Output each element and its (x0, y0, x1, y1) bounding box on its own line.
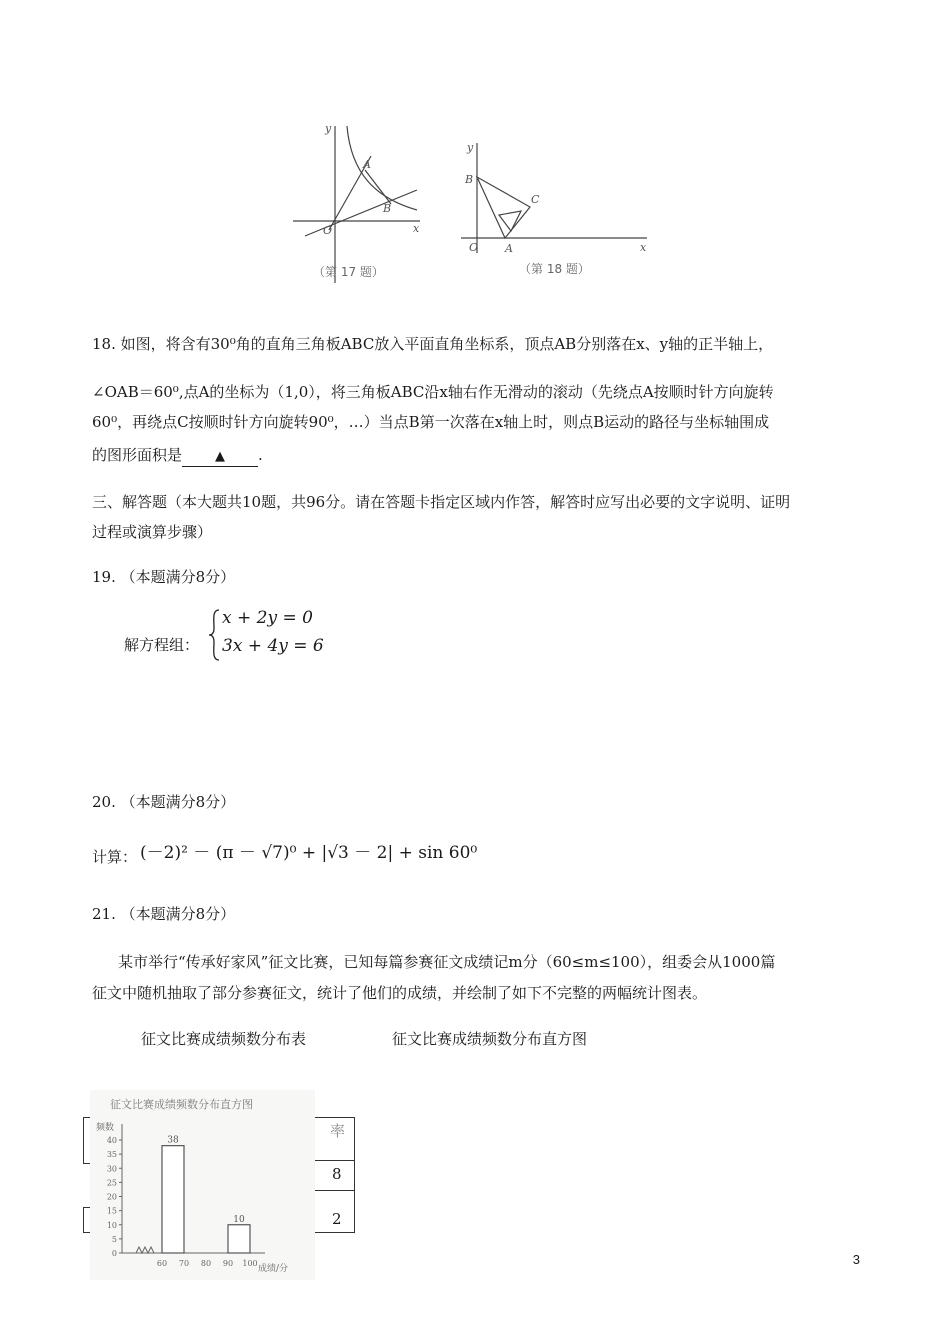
q19-header: 19. （本题满分8分） (92, 568, 236, 586)
q19-prompt: 解方程组： (124, 636, 200, 654)
page-number: 3 (852, 1252, 860, 1267)
q21-line-1: 某市举行“传承好家风”征文比赛，已知每篇参赛征文成绩记m分（60≤m≤100），组委会从1000篇 (118, 953, 776, 971)
histogram-y-tick-label: 0 (111, 1249, 117, 1258)
fig17-line-ob (305, 190, 417, 236)
q19-brace (207, 608, 221, 662)
fig18-triangle-outer (477, 177, 530, 238)
table-cell-rate-header: 率 (330, 1122, 346, 1140)
fig18-c-label: C (531, 193, 540, 206)
q18-line-4-prefix: 的图形面积是 (92, 446, 183, 464)
figure-17 (285, 118, 430, 298)
histogram-y-tick-label: 30 (106, 1164, 117, 1174)
fig17-a-label: A (363, 158, 371, 171)
fig18-b-label: B (465, 173, 474, 186)
fig18-a-label: A (505, 242, 513, 255)
section3-line-2: 过程或演算步骤） (92, 523, 213, 541)
histogram-chart (90, 1090, 315, 1280)
fig18-triangle-inner (499, 211, 521, 231)
q21-header: 21. （本题满分8分） (92, 905, 236, 923)
histogram-x-tick-label: 60 (156, 1259, 168, 1268)
q18-line-3: 60⁰，再绕点C按顺时针方向旋转90⁰，…）当点B第一次落在x轴上时，则点B运动的路径与坐标轴围成 (92, 413, 770, 431)
fig17-y-label: y (325, 122, 332, 135)
fig17-b-label: B (383, 202, 392, 215)
q18-line-4-suffix: . (258, 446, 263, 464)
histogram-y-tick-label: 15 (106, 1206, 117, 1216)
q18-line-4 (92, 444, 263, 467)
histogram-bar-label: 10 (233, 1214, 245, 1225)
fig17-hyperbola (347, 126, 417, 210)
q18-answer-blank[interactable]: ▲ (182, 448, 258, 467)
fig18-o-label: O (469, 241, 479, 254)
fig18-caption: （第 18 题） (519, 262, 590, 276)
fig17-o-label: O (323, 224, 333, 237)
histogram-xlabel: 成绩/分 (258, 1264, 289, 1274)
histogram-bar-label: 38 (167, 1135, 179, 1146)
histogram-y-tick-label: 10 (106, 1220, 117, 1230)
fig18-y-label: y (467, 141, 474, 154)
histogram-ylabel: 频数 (96, 1123, 115, 1133)
histogram-bar (162, 1146, 184, 1253)
q18-line-2: ∠OAB＝60⁰,点A的坐标为（1,0），将三角板ABC沿x轴右作无滑动的滚动（先绕点A按顺时针方向旋转 (92, 383, 774, 401)
histogram-bar (228, 1225, 250, 1253)
q21-line-2: 征文中随机抽取了部分参赛征文，统计了他们的成绩，并绘制了如下不完整的两幅统计图表。 (92, 984, 708, 1002)
q20-header: 20. （本题满分8分） (92, 793, 236, 811)
histogram-x-tick-label: 90 (222, 1259, 234, 1268)
fig18-x-label: x (640, 241, 647, 254)
histogram-x-tick-label: 70 (178, 1259, 190, 1268)
q19-equation-2: 3x + 4y = 6 (222, 636, 324, 656)
figure-18 (455, 135, 655, 285)
histogram-y-tick-label: 5 (111, 1234, 117, 1244)
q21-histogram-title: 征文比赛成绩频数分布直方图 (392, 1030, 588, 1048)
histogram-y-tick-label: 25 (106, 1178, 117, 1188)
table-cell-2: 2 (332, 1210, 342, 1228)
section3-line-1: 三、解答题（本大题共10题，共96分。请在答题卡指定区域内作答，解答时应写出必要的文字说明、证明 (92, 493, 791, 511)
q20-expression: (－2)² － (π － √7)⁰ + |√3 － 2| + sin 60⁰ (140, 843, 478, 863)
q21-table-title: 征文比赛成绩频数分布表 (141, 1030, 307, 1048)
table-cell-8: 8 (332, 1165, 342, 1183)
histogram-y-tick-label: 20 (106, 1192, 117, 1202)
fig17-caption: （第 17 题） (313, 265, 384, 279)
histogram-y-tick-label: 40 (106, 1136, 117, 1145)
histogram-y-tick-label: 35 (106, 1150, 117, 1160)
fig17-x-label: x (413, 222, 420, 235)
histogram-x-tick-label: 100 (242, 1259, 258, 1268)
fig17-line-ab (365, 170, 391, 204)
q20-prompt: 计算： (92, 848, 138, 866)
histogram-x-tick-label: 80 (200, 1259, 212, 1268)
q19-equation-1: x + 2y = 0 (222, 608, 313, 628)
histogram-inner-title: 征文比赛成绩频数分布直方图 (110, 1098, 253, 1111)
q18-line-1: 18. 如图，将含有30⁰角的直角三角板ABC放入平面直角坐标系，顶点AB分别落在x、y轴的正半轴上， (92, 335, 774, 353)
